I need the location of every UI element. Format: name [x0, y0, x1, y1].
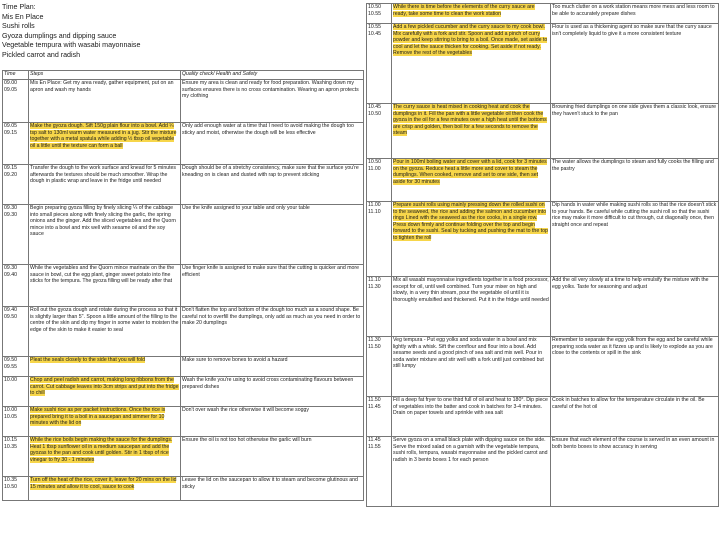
- time-cell: [367, 202, 392, 277]
- step-cell: [392, 277, 551, 337]
- step-cell: [392, 202, 551, 277]
- menu-item: Pickled carrot and radish: [2, 50, 81, 59]
- time-value: 11.50: [368, 397, 381, 403]
- step-cell: [29, 307, 181, 357]
- quality-check-cell: [181, 377, 364, 407]
- step-cell-text: Pour in 100ml boiling water and cover with a lid, cook for 3 minutes on the gyoza. Reduce heat a little more and cover to steam the dumplings. When cooked, remove and set to one side, then set aside for 30 minutes: [393, 159, 547, 185]
- table-row: [3, 377, 364, 407]
- time-value: 09.40: [4, 271, 17, 278]
- quality-check-cell: [181, 357, 364, 377]
- quality-check-cell-text: Remember to separate the egg yolk from the egg and be careful while preparing soda water as it fizzes up and is likely to explode as you are close to the contents or spill in the sink: [552, 337, 713, 357]
- quality-check-cell-text: Ensure my area is clean and ready for food preparation. Washing down my surfaces ensures there is no cross contamination. Wearing an apron protects my clothing: [182, 80, 359, 100]
- table-row: [3, 307, 364, 357]
- quality-check-cell: [551, 397, 719, 437]
- quality-check-cell-text: Dip hands in water while making sushi rolls so that the rice doesn't stick to your hands. Be careful while cutting the sushi roll so that the sushi rice may make it more difficult to cut through, cut diagonally once, then straight once and repeat: [552, 202, 717, 228]
- table-row: [3, 80, 364, 123]
- step-cell: [29, 165, 181, 205]
- table-row: [3, 357, 364, 377]
- time-value: 09.15: [4, 165, 17, 171]
- menu-item: Vegetable tempura with wasabi mayonnaise: [2, 41, 141, 50]
- quality-check-cell-text: Make sure to remove bones to avoid a hazard: [182, 357, 288, 363]
- step-cell: [29, 357, 181, 377]
- time-value: 11.30: [368, 337, 381, 343]
- document-header: [2, 3, 140, 61]
- time-cell: [3, 477, 29, 501]
- step-cell-text: The curry sauce is heat mixed in cooking heat and cook the dumplings in it. Fill the pan with a little vegetable oil then cook the gyoza in the oil for a few minutes over a high heat until the bottoms are crisp and golden, then boil for a few seconds to remove the steam: [393, 104, 547, 137]
- step-cell-text: Serve gyoza on a small black plate with dipping sauce on the side. Serve the mixed salad on a garnish with the vegetable tempura, sushi rolls, tempura, wasabi mayonnaise and the pickled carrot and radish in 3 bento boxes 1 for each person: [393, 437, 548, 463]
- column-header: [29, 71, 181, 80]
- menu-item: Sushi rolls: [2, 22, 35, 31]
- quality-check-cell-text: Too much clutter on a work station means more mess and less room to be able to accurately prepare dishes: [552, 4, 715, 17]
- time-cell: [367, 277, 392, 337]
- column-header: [3, 71, 29, 80]
- time-cell: [3, 123, 29, 165]
- menu-item: Gyoza dumplings and dipping sauce: [2, 31, 117, 40]
- menu-item: Mis En Place: [2, 12, 44, 21]
- step-cell: [29, 80, 181, 123]
- quality-check-cell: [551, 202, 719, 277]
- time-value: 09.55: [4, 363, 17, 370]
- time-value: 10.45: [368, 104, 381, 110]
- table-row: [367, 202, 719, 277]
- time-value: 10.15: [4, 437, 17, 443]
- time-value: 10.50: [368, 110, 381, 117]
- time-value: 09.05: [4, 86, 17, 93]
- quality-check-cell-text: Don't over wash the rice otherwise it will become soggy: [182, 407, 309, 413]
- time-value: 10.00: [4, 407, 17, 413]
- table-row: [367, 437, 719, 507]
- table-row: [3, 165, 364, 205]
- quality-check-cell: [551, 337, 719, 397]
- time-value: 10.50: [368, 159, 381, 165]
- quality-check-cell-text: Ensure that each element of the course is served in an even amount in both bento boxes to show accuracy in serving: [552, 437, 715, 450]
- step-cell: [392, 104, 551, 159]
- step-cell-text: Make the gyoza dough. Sift 150g plain flour into a bowl. Add ¼ tsp salt to 130ml warm water measured in a jug. Stir the mixture together with a metal spatula while adding ½ tbsp oil vegetable oil a little until the texture can form a ball: [30, 123, 177, 149]
- table-row: [367, 24, 719, 104]
- time-cell: [367, 4, 392, 24]
- quality-check-cell-text: Browning fried dumplings on one side gives them a classic look, ensure they haven't stuck to the pan: [552, 104, 717, 117]
- column-header-text: Quality check/ Health and Safety: [182, 71, 258, 77]
- quality-check-cell-text: Dough should be of a stretchy consistency, make sure that the surface you're kneading on is clean and dusted with rap to prevent sticking: [182, 165, 359, 178]
- column-header-text: Steps: [30, 71, 44, 77]
- step-cell-text: While there is time before the elements of the curry sauce are ready, take some time to clean the work station: [393, 4, 535, 17]
- step-cell-text: Fill a deep fat fryer to one third full of oil and heat to 180°. Dip piece of vegetables into the batter and cook in batches for 3-4 minutes. Drain on paper towels and sprinkle with sea salt: [393, 397, 548, 417]
- time-cell: [3, 407, 29, 437]
- time-value: 09.50: [4, 357, 17, 363]
- time-value: 11.45: [368, 403, 381, 410]
- quality-check-cell-text: Add the oil very slowly at a time to help emulsify the mixture with the egg yolks. Taste for seasoning and adjust: [552, 277, 709, 290]
- step-cell-text: Add a few pickled cucumber and the curry sauce to my cook bowl. Mix carefully with a fork and stir. Spoon and add a pinch of curry powder and keep stirring to bring to a boil. Once made, set aside to cool and let the sauce thicken for cooking. Set aside if not ready. Remove the rest of the vegetables: [393, 24, 548, 57]
- time-value: 11.00: [368, 202, 381, 208]
- time-value: 09.30: [4, 205, 17, 211]
- quality-check-cell: [181, 123, 364, 165]
- quality-check-cell-text: Flour is used as a thickening agent so make sure that the curry sauce isn't completely liquid to give it a more consistent texture: [552, 24, 712, 37]
- step-cell-text: Mis En Place: Get my area ready, gather equipment, put on an apron and wash my hands: [30, 80, 174, 93]
- time-value: 11.30: [368, 283, 381, 290]
- time-value: 10.45: [368, 30, 381, 37]
- time-value: 11.55: [368, 443, 381, 450]
- time-cell: [3, 307, 29, 357]
- time-value: 09.30: [4, 211, 17, 218]
- time-cell: [367, 159, 392, 202]
- time-cell: [367, 337, 392, 397]
- step-cell: [392, 24, 551, 104]
- column-header-text: Time: [4, 71, 16, 77]
- step-cell-text: Prepare sushi rolls using mainly pressing down the rolled sushi on to the seaweed, the rice and adding the salmon and cucumber into rings Lined with the seaweed as the rice cooks, in a single row. Press down firmly and continue folding over the top and begin forward to the sushi. Seal by tucking and pushing the mat to the top to tighten the roll: [393, 202, 548, 241]
- quality-check-cell: [551, 104, 719, 159]
- time-value: 10.35: [4, 477, 17, 483]
- time-plan-table-right: [366, 3, 719, 507]
- step-cell-text: Begin preparing gyoza filling by finely slicing ¼ of the cabbage into small pieces along with finely slicing the garlic, the spring onions and the ginger. Add the sliced vegetables and the Quorn mince into a bowl and mix well with sesame oil and the soy sauce: [30, 205, 176, 238]
- time-cell: [3, 265, 29, 307]
- quality-check-cell-text: Wash the knife you're using to avoid cross contaminating flavours between prepared dishes: [182, 377, 354, 390]
- step-cell: [392, 159, 551, 202]
- time-value: 10.35: [4, 443, 17, 450]
- quality-check-cell-text: Use finger knife is assigned to make sure that the cutting is quicker and more efficient: [182, 265, 360, 278]
- time-value: 10.50: [368, 4, 381, 10]
- quality-check-cell: [181, 165, 364, 205]
- quality-check-cell: [551, 159, 719, 202]
- time-plan-table-left: [2, 70, 364, 501]
- step-cell-text: Veg tempura - Put egg yolks and soda water in a bowl and mix lightly with a whisk. Sift the cornflour and flour into a bowl. Add sesame seeds and a good pinch of sea salt and mix well. Pour in soda water mixture and stir well with a fork until just combined but still lumpy: [393, 337, 544, 370]
- quality-check-cell: [181, 80, 364, 123]
- table-row: [367, 397, 719, 437]
- quality-check-cell: [181, 307, 364, 357]
- time-value: 09.20: [4, 171, 17, 178]
- time-value: 09.15: [4, 129, 17, 136]
- step-cell: [392, 437, 551, 507]
- time-value: 09.00: [4, 80, 17, 86]
- step-cell: [392, 4, 551, 24]
- step-cell: [392, 337, 551, 397]
- quality-check-cell-text: Cook in batches to allow for the temperature circulate in the oil. Be careful of the hot oil: [552, 397, 705, 410]
- table-row: [367, 4, 719, 24]
- table-row: [3, 205, 364, 265]
- time-cell: [367, 437, 392, 507]
- column-header: [181, 71, 364, 80]
- table-row: [367, 337, 719, 397]
- time-value: 11.45: [368, 437, 381, 443]
- table-header-row: [3, 71, 364, 80]
- quality-check-cell-text: The water allows the dumplings to steam and fully cooks the filling and the pastry: [552, 159, 714, 172]
- time-value: 11.10: [368, 277, 381, 283]
- time-cell: [367, 24, 392, 104]
- time-value: 10.55: [368, 10, 381, 17]
- quality-check-cell: [181, 437, 364, 477]
- time-value: 09.40: [4, 307, 17, 313]
- step-cell-text: Mix all wasabi mayonnaise ingredients together in a food processor, except for oil, until well combined. Turn your mixer on high and slowly, in a very thin stream, pour the vegetable oil until it is thoroughly emulsified and thickened. Put it in the fridge until needed: [393, 277, 549, 303]
- table-row: [367, 104, 719, 159]
- step-cell-text: Roll out the gyoza dough and rotate during the process so that it is slightly larger than 5". Spoon a little amount of the filling to the centre of the skin and dip my finger in some water to moisten the edge of the skin to make it easier to seal: [30, 307, 179, 333]
- step-cell: [29, 437, 181, 477]
- quality-check-cell-text: Only add enough water at a time that I need to avoid making the dough too sticky and moist, otherwise the dough will be less effective: [182, 123, 354, 136]
- step-cell-text: Chop and peel radish and carrot, making long ribbons from the carrot. Cut cabbage leaves into 3cm strips and put into the fridge to chill: [30, 377, 179, 397]
- time-value: 09.30: [4, 265, 17, 271]
- quality-check-cell: [551, 437, 719, 507]
- step-cell: [29, 477, 181, 501]
- time-value: 11.00: [368, 165, 381, 172]
- step-cell-text: While the rice boils begin making the sauce for the dumplings. Heat 1 tbsp sunflower oil in a medium saucepan and add the gyozas to the pan and cook until golden. Stir in 1 tbsp of rice vinegar to fry 30 - 1 minutes: [30, 437, 173, 463]
- time-value: 10.50: [4, 483, 17, 490]
- quality-check-cell: [181, 407, 364, 437]
- document-title: Time Plan:: [2, 3, 36, 11]
- quality-check-cell-text: Leave the lid on the saucepan to allow it to steam and become glutinous and sticky: [182, 477, 358, 490]
- quality-check-cell: [551, 24, 719, 104]
- step-cell-text: While the vegetables and the Quorn mince marinate on the the sauce in bowl, cut the egg plant, ginger sweet potato into fine sticks for the tempura. The gyoza filling will be ready after that: [30, 265, 175, 285]
- time-cell: [367, 104, 392, 159]
- time-cell: [3, 437, 29, 477]
- time-cell: [3, 165, 29, 205]
- step-cell: [29, 407, 181, 437]
- time-value: 09.50: [4, 313, 17, 320]
- step-cell: [29, 205, 181, 265]
- table-row: [3, 123, 364, 165]
- step-cell-text: Pleat the seals closely to the side that you will fold: [30, 357, 146, 363]
- step-cell-text: Transfer the dough to the work surface and knead for 5 minutes afterwards the textures should be much smoother. Wrap the dough in plastic wrap and leave in the fridge until needed: [30, 165, 177, 185]
- table-row: [367, 159, 719, 202]
- step-cell: [29, 123, 181, 165]
- quality-check-cell-text: Use the knife assigned to your table and only your table: [182, 205, 310, 211]
- table-row: [3, 407, 364, 437]
- quality-check-cell: [181, 265, 364, 307]
- table-row: [367, 277, 719, 337]
- step-cell: [29, 265, 181, 307]
- step-cell: [392, 397, 551, 437]
- quality-check-cell-text: Ensure the oil is not too hot otherwise the garlic will burn: [182, 437, 312, 443]
- time-value: 10.55: [368, 24, 381, 30]
- time-value: 10.00: [4, 377, 17, 383]
- time-cell: [367, 397, 392, 437]
- quality-check-cell-text: Don't flatten the top and bottom of the dough too much as a sound shape. Be careful not to overfill the dumplings, only add as much as you need in order to make 20 dumplings: [182, 307, 361, 327]
- time-cell: [3, 80, 29, 123]
- time-value: 10.05: [4, 413, 17, 420]
- time-value: 11.10: [368, 208, 381, 215]
- step-cell-text: Make sushi rice as per packet instructions. Once the rice is prepared bring it to a boil in a saucepan and simmer for 10 minutes with the lid on: [30, 407, 166, 427]
- table-row: [3, 265, 364, 307]
- quality-check-cell: [551, 277, 719, 337]
- time-value: 09.05: [4, 123, 17, 129]
- step-cell: [29, 377, 181, 407]
- quality-check-cell: [551, 4, 719, 24]
- table-row: [3, 477, 364, 501]
- quality-check-cell: [181, 205, 364, 265]
- table-row: [3, 437, 364, 477]
- time-cell: [3, 357, 29, 377]
- time-cell: [3, 377, 29, 407]
- quality-check-cell: [181, 477, 364, 501]
- time-value: 11.50: [368, 343, 381, 350]
- step-cell-text: Turn off the heat of the rice, cover it, leave for 20 mins on the lid 15 minutes and allow it to cool, sauce to cook: [30, 477, 177, 490]
- time-cell: [3, 205, 29, 265]
